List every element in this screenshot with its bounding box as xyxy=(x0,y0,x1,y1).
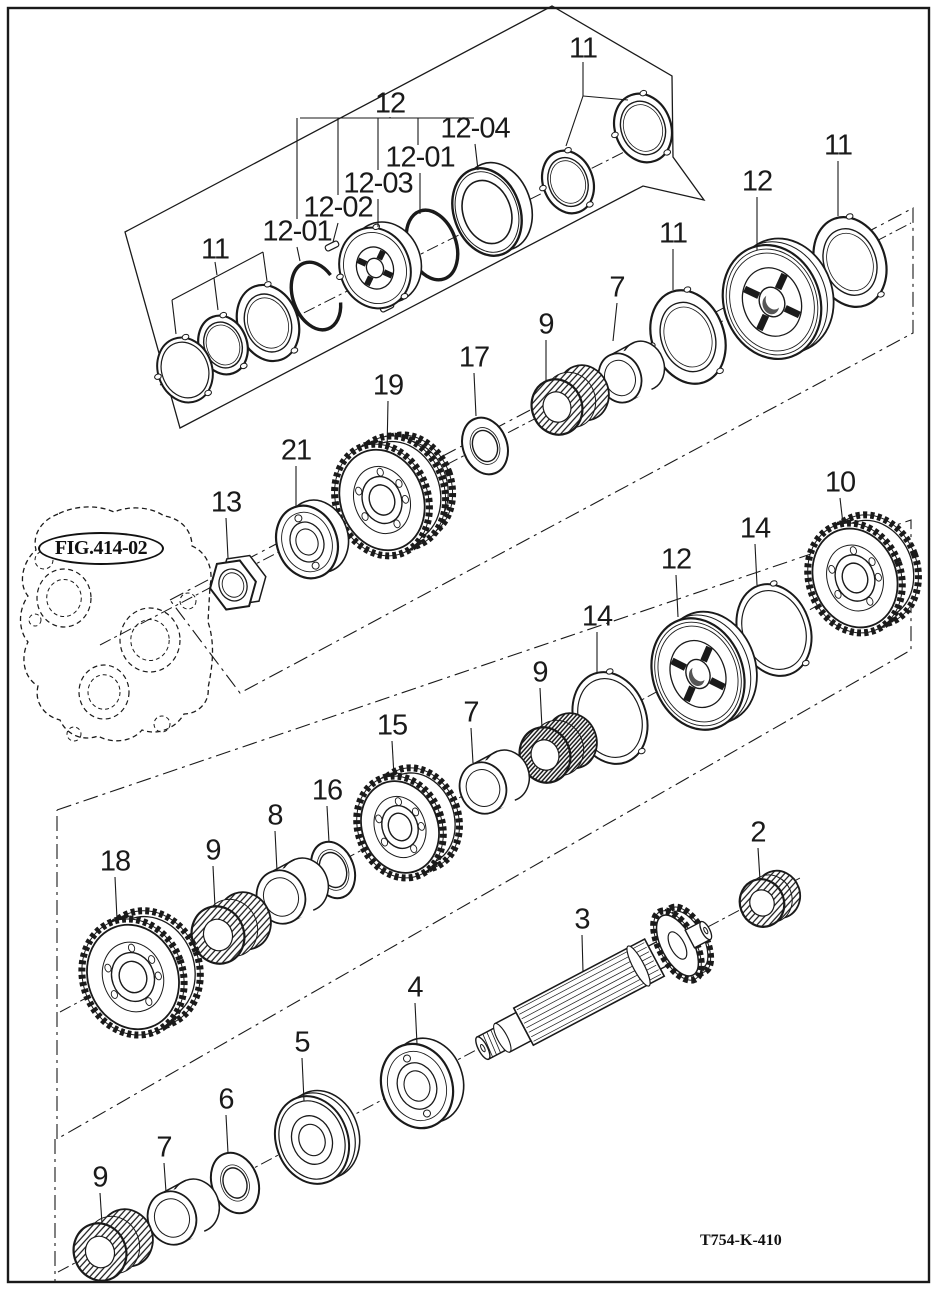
part-callout-7: 7 xyxy=(156,1131,172,1164)
part-callout-9: 9 xyxy=(92,1161,108,1194)
part-callout-5: 5 xyxy=(294,1026,310,1059)
part-callout-12-02: 12-02 xyxy=(303,191,373,224)
part-callout-14: 14 xyxy=(581,600,613,633)
part-callout-12-01: 12-01 xyxy=(385,141,455,174)
part-callout-12-04: 12-04 xyxy=(440,112,510,145)
figure-reference-badge: FIG.414-02 xyxy=(38,532,164,565)
part-callout-3: 3 xyxy=(574,903,590,936)
part-callout-14: 14 xyxy=(739,512,771,545)
part-callout-12: 12 xyxy=(374,87,406,120)
part-callout-12: 12 xyxy=(741,165,773,198)
part-callout-19: 19 xyxy=(372,369,404,402)
part-callout-12-03: 12-03 xyxy=(343,167,413,200)
part-callout-17: 17 xyxy=(458,341,490,374)
bearing-4 xyxy=(369,1028,476,1138)
part-callout-7: 7 xyxy=(609,271,625,304)
part-callout-16: 16 xyxy=(311,774,343,807)
part-callout-11: 11 xyxy=(823,129,853,162)
part-callout-15: 15 xyxy=(376,709,408,742)
part-callout-7: 7 xyxy=(463,696,479,729)
part-callout-4: 4 xyxy=(407,971,423,1004)
part-callout-8: 8 xyxy=(267,799,283,832)
part-callout-11: 11 xyxy=(568,32,598,65)
parts-layer xyxy=(21,85,935,1288)
part-callout-21: 21 xyxy=(280,434,312,467)
drawing-number: T754-K-410 xyxy=(700,1232,782,1249)
part-callout-11: 11 xyxy=(658,217,688,250)
input-shaft-3 xyxy=(461,895,727,1084)
part-callout-12: 12 xyxy=(660,543,692,576)
part-callout-2: 2 xyxy=(750,816,766,849)
nut-13 xyxy=(203,548,274,616)
ring-11d xyxy=(530,143,603,222)
part-callout-11: 11 xyxy=(200,233,230,266)
part-callout-6: 6 xyxy=(218,1083,234,1116)
part-callout-9: 9 xyxy=(538,308,554,341)
part-callout-9: 9 xyxy=(205,834,221,867)
part-callout-13: 13 xyxy=(210,486,242,519)
part-callout-10: 10 xyxy=(824,466,856,499)
part-callout-12-01: 12-01 xyxy=(262,215,332,248)
part-callout-18: 18 xyxy=(99,845,131,878)
gear-15 xyxy=(342,756,474,891)
washer-17 xyxy=(454,411,515,481)
ring-12-04 xyxy=(440,153,545,266)
bearing-5 xyxy=(262,1080,372,1194)
gear-10 xyxy=(792,501,934,646)
needle-bearing-2 xyxy=(732,864,807,933)
part-callout-9: 9 xyxy=(532,656,548,689)
